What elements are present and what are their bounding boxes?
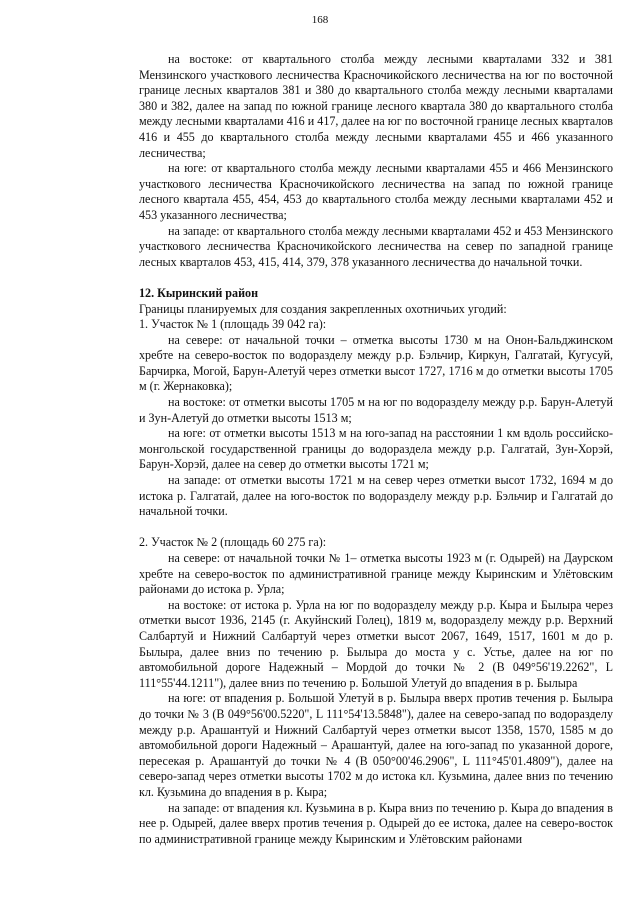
paragraph-south-boundary: на юге: от квартального столба между лесными кварталами 455 и 466 Мензинского участкового лесничества Красночикойского лесничества на запад по южной границе лесного квартала 455, 454, 453 до квартального столба между лесными кварталами 452 и 453 указанного лесничества; (139, 161, 613, 222)
plot-2-north: на севере: от начальной точки № 1– отметка высоты 1923 м (г. Одырей) на Даурском хребте на северо-восток по административной границе между Кыринским и Улётовским районами до истока р. Урла; (139, 551, 613, 597)
plot-2-south: на юге: от впадения р. Большой Улетуй в р. Былыра вверх против течения р. Былыра до точки № 3 (В 049°56'00.5220", L 111°54'13.5848"), далее на северо-запад по водоразделу между р.р. Арашантуй и Нижний Салбартуй через отметки высот 1358, 1570, 1585 м до автомобильной дороги Надежный – Арашантуй, далее на юго-запад по указанной дороге, пересекая р. Арашантуй до точки № 4 (В 050°00'46.2906", L 111°45'01.4809"), далее на северо-запад через отметки высоты 1702 м до истока кл. Кузьмина, далее вниз по течению кл. Кузьмина до впадения в р. Кыра; (139, 691, 613, 799)
paragraph-east-boundary: на востоке: от квартального столба между лесными кварталами 332 и 381 Мензинского участкового лесничества Красночикойского лесничества на юг по восточной границе лесных кварталов 381 и 380 до квартального столба между лесными кварталами 380 и 382, далее на запад по южной границе лесного квартала 380 до квартального столба между лесными кварталами 416 и 417, далее на юг по восточной границе лесных кварталов 416 и 455 до квартального столба между лесными кварталами 455 и 466 указанного лесничества; (139, 52, 613, 160)
plot-1-east: на востоке: от отметки высоты 1705 м на юг по водоразделу между р.р. Барун-Алетуй и Зун-Алетуй до отметки высоты 1513 м; (139, 395, 613, 425)
paragraph-west-boundary: на западе: от квартального столба между лесными кварталами 452 и 453 Мензинского участкового лесничества Красночикойского лесничества на север по западной границе лесных кварталов 453, 415, 414, 379, 378 указанного лесничества до начальной точки. (139, 223, 613, 269)
section-heading: 12. Кыринский район (139, 285, 259, 300)
plot-1-north: на севере: от начальной точки – отметка высоты 1730 м на Онон-Бальджинском хребте на северо-восток по водоразделу между р.р. Бэльчир, Киркун, Галгатай, Кугусуй, Барчирка, Могой, Барун-Алетуй через отметки высот 1727, 1716 м до отметки высоты 1705 м (г. Жернаковка); (139, 332, 613, 394)
plot-2-east: на востоке: от истока р. Урла на юг по водоразделу между р.р. Кыра и Былыра через отметки высот 1936, 2145 (г. Акуйнский Голец), 1819 м, водоразделу между р.р. Верхний Салбартуй и Нижний Салбартуй через отметки высот 2067, 1649, 1517, 1601 м до р. Былыра, далее вниз по течению р. Былыра до моста у с. Устье, далее на юг по автомобильной дороге Надежный – Мордой до точки № 2 (В 049°56'19.2262", L 111°55'44.1211"), далее вниз по течению р. Большой Улетуй до впадения в р. Былыра (139, 597, 613, 690)
page-number: 168 (311, 14, 329, 26)
plot-1-west: на западе: от отметки высоты 1721 м на север через отметки высот 1732, 1694 м до истока р. Галгатай, далее на юго-восток по водоразделу между р.р. Бэльчир и Галгатай до начальной точки. (139, 473, 613, 519)
document-body (139, 52, 613, 847)
plot-1-south: на юге: от отметки высоты 1513 м на юго-запад на расстоянии 1 км вдоль российско-монгольской государственной границы до водораздела между р.р. Галгатай, Зун-Хорэй, Барун-Хорэй, далее на север до отметки высоты 1721 м; (139, 426, 613, 472)
section-intro: Границы планируемых для создания закрепленных охотничьих угодий: (139, 301, 507, 316)
plot-1-title: 1. Участок № 1 (площадь 39 042 га): (139, 317, 327, 332)
plot-2-west: на западе: от впадения кл. Кузьмина в р. Кыра вниз по течению р. Кыра до впадения в нее р. Одырей, далее вверх против течения р. Одырей до ее истока, далее на северо-восток по административной границе между Кыринским и Улётовским районами (139, 800, 613, 846)
plot-2-title: 2. Участок № 2 (площадь 60 275 га): (139, 535, 327, 550)
